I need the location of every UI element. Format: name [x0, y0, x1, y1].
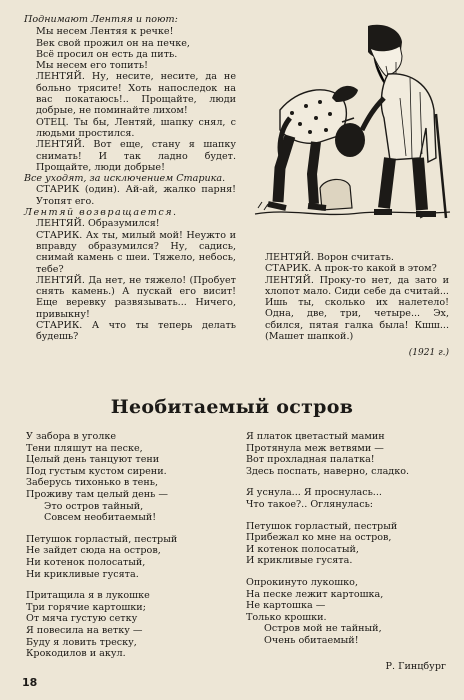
- poem-line: Очень обитаемый!: [264, 634, 359, 646]
- poem-stanza: [246, 577, 446, 647]
- poem-line: Не картошка —: [246, 600, 326, 612]
- poem-line: Петушок горластый, пестрый: [26, 533, 178, 545]
- poem-stanza: [246, 431, 446, 477]
- play-line: ЛЕНТЯЙ. Образумился!: [36, 218, 160, 230]
- play-line: СТАРИК. Ах ты, милый мой! Неужто и вправду образумился? Ну, садись, снимай камень с шеи. Тяжело, небось, тебе?: [36, 229, 236, 275]
- page-number: 18: [22, 676, 38, 689]
- poem-line: Петушок горластый, пестрый: [246, 520, 398, 532]
- poem-stanza: [26, 431, 226, 524]
- play-line: ЛЕНТЯЙ. Да нет, не тяжело! (Пробует снять камень.) А пускай его висит! Еще веревку развязывать... Ничего, привыкну!: [36, 274, 236, 320]
- poem-line: На песке лежит картошка,: [246, 588, 384, 600]
- poem-line: Тени пляшут на песке,: [26, 442, 143, 454]
- poem-line: Прибежал ко мне на остров,: [246, 532, 392, 544]
- poem-stanza: [26, 590, 226, 660]
- poem-left-column: [26, 431, 226, 670]
- play-line: Все уходят, за исключением Старика.: [24, 173, 226, 185]
- poem-line: Крокодилов и акул.: [26, 648, 126, 660]
- poem-line: Ни крикливые гусята.: [26, 568, 139, 580]
- poem-author: Р. Гинцбург: [385, 660, 446, 672]
- poem-line: Не зайдет сюда на остров,: [26, 545, 161, 557]
- poem-line: Только крошки.: [246, 611, 327, 623]
- poem-line: Заберусь тихонько в тень,: [26, 477, 159, 489]
- poem-line: Три горячие картошки;: [26, 601, 146, 613]
- poem-right-column: [246, 431, 446, 672]
- play-line: ОТЕЦ. Ты бы, Лентяй, шапку снял, с людьми простился.: [36, 116, 236, 139]
- poem-stanza: [26, 534, 226, 580]
- play-line: СТАРИК. А что ты теперь делать будешь?: [36, 320, 236, 343]
- poem-line: Притащила я в лукошке: [26, 590, 150, 602]
- play-line: Поднимают Лентяя и поют:: [24, 14, 178, 25]
- poem-line: И крикливые гусята.: [246, 555, 353, 567]
- poem-line: И котенок полосатый,: [246, 543, 359, 555]
- poem-line: Здесь поспать, наверно, сладко.: [246, 465, 410, 477]
- poem-title: Необитаемый остров: [110, 396, 354, 418]
- play-line: Век свой прожил он на печке,: [36, 37, 190, 49]
- poem-stanza: [246, 521, 446, 567]
- poem-line: Я повесила на ветку —: [26, 624, 143, 636]
- poem-line: Совсем необитаемый!: [44, 512, 157, 524]
- poem-line: Целый день танцуют тени: [26, 454, 160, 466]
- poem-line: Проживу там целый день —: [26, 488, 169, 500]
- poem-line: Под густым кустом сирени.: [26, 465, 167, 477]
- poem-stanza: [246, 487, 446, 510]
- poem-line: Буду я ловить треску,: [26, 636, 137, 648]
- poem-line: Вот прохладная палатка!: [246, 454, 375, 466]
- play-line: СТАРИК. А прок-то какой в этом?: [265, 263, 437, 275]
- play-line: ЛЕНТЯЙ. Ну, несите, несите, да не больно трясите! Хоть напоследок на вас покатаюсь!.. Прощайте, люди добрые, не поминайте лихом!: [36, 71, 236, 117]
- play-line: ЛЕНТЯЙ. Проку-то нет, да зато и хлопот мало. Сиди себе да считай... Ишь ты, сколько их налетело! Одна, две, три, четыре... Эх, сбился, пятая галка была! Кшш... (Машет шапкой.): [265, 274, 449, 343]
- poem-line: У забора в уголке: [26, 431, 117, 442]
- play-text-left-column: [24, 14, 236, 343]
- poem-line: Остров мой не тайный,: [264, 623, 382, 635]
- play-line: ЛЕНТЯЙ. Вот еще, стану я шапку снимать! И так ладно будет. Прощайте, люди добрые!: [36, 139, 236, 173]
- play-line: Мы несем его топить!: [36, 60, 148, 72]
- play-line: Мы несем Лентяя к речке!: [36, 26, 174, 38]
- play-line: Лентяй возвращается.: [24, 207, 178, 219]
- poem-line: Что такое?.. Оглянулась:: [246, 498, 374, 510]
- play-line: СТАРИК (один). Ай-ай, жалко парня! Утопят его.: [36, 184, 236, 207]
- play-year: (1921 г.): [408, 348, 449, 359]
- poem-line: Я платок цветастый мамин: [246, 431, 385, 442]
- poem-line: Я уснула... Я проснулась...: [246, 487, 382, 499]
- two-characters-drawing-icon: [250, 18, 456, 228]
- play-line: ЛЕНТЯЙ. Ворон считать.: [265, 252, 394, 263]
- poem-line: Это остров тайный,: [44, 500, 144, 512]
- poem-line: Ни котенок полосатый,: [26, 556, 146, 568]
- poem-line: От мяча густую сетку: [26, 613, 138, 625]
- poem-line: Опрокинуто лукошко,: [246, 576, 358, 588]
- play-text-right-column: [253, 252, 449, 360]
- play-line: Всё просил он есть да пить.: [36, 48, 178, 60]
- poem-line: Протянула меж ветвями —: [246, 442, 384, 454]
